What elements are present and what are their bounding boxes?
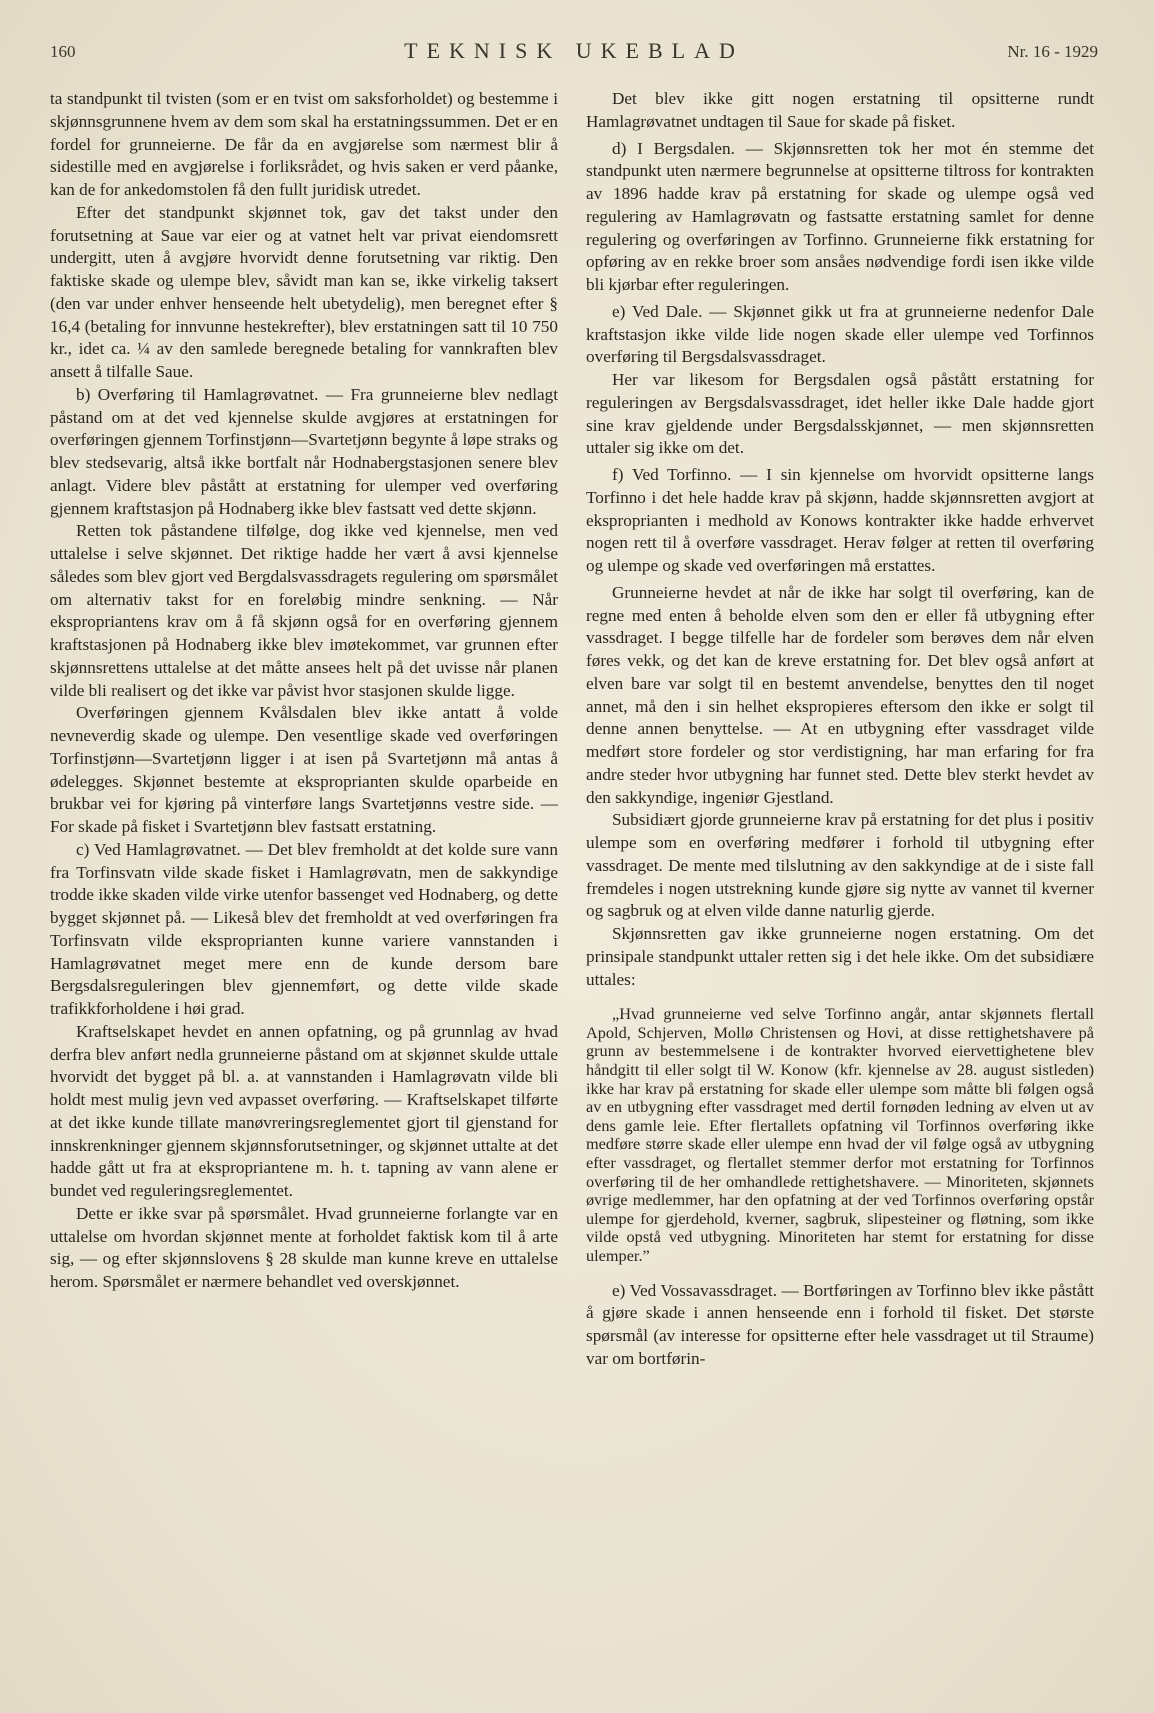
- paragraph: f) Ved Torfinno. — I sin kjennelse om hvorvidt opsitterne langs Torfinno i det hele hadde krav på skjønn, hadde skjønnsretten avgjort at eksproprianten i medhold av Konows kontrakter ikke hadde erhvervet nogen rett til å overføre vassdraget. Herav følger at retten til overføring og ulempe og skade ved overføringen må erstattes.: [586, 465, 1094, 575]
- paragraph: Overføringen gjennem Kvålsdalen blev ikke antatt å volde nevneverdig skade og ulempe. Den vesentlige skade ved overføringen Torfinstjønn—Svartetjønn ligger i at isen på Svartetjønn må antas å ødelegges. Skjønnet bestemte at eksproprianten skulde oparbeide en brukbar vei for kjøring på vinterføre langs Svartetjønns vestre side. — For skade på fisket i Svartetjønn blev fastsatt erstatning.: [50, 703, 558, 836]
- quote-text: „Hvad grunneierne ved selve Torfinno angår, antar skjønnets flertall Apold, Schjerven, Mollø Christensen og Hovi, at disse rettighetshavere på grunn av bestemmelsene i de kontrakter hvorved eiervettighetene blev håndgitt til eller solgt til W. Konow (kfr. kjennelse av 28. august sistleden) ikke har krav på erstatning for skade eller ulempe som måtte bli følgen også av en utbygning efter vassdraget med dertil fornøden ledning av elven ut av dens gamle leie. Efter flertallets opfatning vil Torfinnos overføring ikke medføre større skade eller ulempe enn hvad der vil følge også av utbygning efter vassdraget, og flertallet stemmer derfor mot erstatning for Torfinnos overføring til de her omhandlede rettighetshavere. — Minoriteten, skjønnets øvrige medlemmer, har den opfatning at der ved Torfinnos overføring opstår ulempe for gjerdehold, kverner, sagbruk, slipesteiner og fløtning, som ikke vilde opstå ved utbygning. Minoriteten har stemt for erstatning for disse ulemper.”: [586, 1004, 1094, 1265]
- paragraph: Det blev ikke gitt nogen erstatning til opsitterne rundt Hamlagrøvatnet undtagen til Saue for skade på fisket.: [586, 89, 1094, 131]
- paragraph: Retten tok påstandene tilfølge, dog ikke ved kjennelse, men ved uttalelse i selve skjønnet. Det riktige hadde her vært å avsi kjennelse således som blev gjort ved Bergdalsvassdragets regulering om spørsmålet om alternativ takst for en foreløbig mindre senkning. — Når ekspropriantens krav om å få skjønn også for en overføring gjennem kraftstasjonen på Hodnaberg ikke blev imøtekommet, var grunnen efter skjønnsrettens uttalelse at det måtte ansees helt på det uvisse når planen vilde bli realisert og det ikke var påvist hvor stasjonen skulde ligge.: [50, 521, 558, 700]
- paragraph: Subsidiært gjorde grunneierne krav på erstatning for det plus i positiv ulempe som en overføring medfører i forhold til utbygning efter vassdraget. De mente med tilslutning av den sakkyndige at de i siste fall fremdeles i nogen utstrekning kunde gjøre sig nytte av vannet til kverner og sagbruk og at elven vilde danne naturlig gjerde.: [586, 810, 1094, 921]
- paragraph: d) I Bergsdalen. — Skjønnsretten tok her mot én stemme det standpunkt uten nærmere begrunnelse at opsitterne tiltross for kontrakten av 1896 hadde krav på erstatning for skade og ulempe også ved regulering av Hamlagrøvatn og fastsatte erstatning samlet for denne regulering og overføringen av Torfinno. Grunneierne fikk erstatning for opføring av en rekke broer som ansåes nødvendige fordi isen ikke vilde bli kjørbar efter reguleringen.: [586, 138, 1094, 294]
- paragraph: Kraftselskapet hevdet en annen opfatning, og på grunnlag av hvad derfra blev anført nedla grunneierne påstand om at skjønnet skulde uttale hvorvidt det bygget på bl. a. at vannstanden i Hamlagrøvatn vilde bli holdt mest mulig jevn ved avpasset overføring. — Kraftselskapet tilførte at det ikke kunde tillate manøvreringsreglementet gjort til gjenstand for innskrenkninger gjennem skjønnsforutsetninger, og skjønnet uttalte at det hadde gått ut fra at ekspropriantene m. h. t. tapning av vann alene er bundet ved reguleringsreglementet.: [50, 1021, 558, 1200]
- paragraph: ta standpunkt til tvisten (som er en tvist om saksforholdet) og bestemme i skjønnsgrunnene hvem av dem som skal ha erstatningssummen. Det er en fordel for grunneierne. De får da en avgjørelse som nærmest blir å sidestille med en avgjørelse i forliksrådet, og hvis saken er verd påanke, kan de for ankedomstolen få den fullt juridisk utredet.: [50, 89, 558, 199]
- paragraph: Grunneierne hevdet at når de ikke har solgt til overføring, kan de regne med enten å beholde elven som den er eller få utbygning efter vassdraget. I begge tilfelle har de fordeler som berøves dem når elven føres vekk, og det kan de kreve erstatning for. Det blev også anført at elven bare var solgt til en bestemt anvendelse, benyttes den til noget annet, må den i sin helhet ekspropieres eftersom den ikke er solgt til denne annen benyttelse. — At en utbygning efter vassdraget vilde medført store fordeler og stor verdistigning, har man erfaring for fra andre steder hvor utbygning har funnet sted. Dette blev sterkt hevdet av den sakkyndige, ingeniør Gjestland.: [586, 582, 1094, 807]
- paragraph: Her var likesom for Bergsdalen også påstått erstatning for reguleringen av Bergsdalsvassdraget, idet heller ikke Dale hadde gjort sine krav gjeldende under Bergsdalsskjønnet, — men skjønnsretten uttaler sig ikke om det.: [586, 370, 1094, 458]
- paragraph: b) Overføring til Hamlagrøvatnet. — Fra grunneierne blev nedlagt påstand om at det ved kjennelse skulde avgjøres at erstatningen for overføringen gjennem Torfinstjønn—Svartetjønn begynte å løpe straks og blev stedsevarig, altså ikke bortfalt når Hodnabergstasjonen senere blev anlagt. Videre blev påstått at erstatning for ulemper ved overføring gjennem kraftstasjon på Hodnaberg ikke blev fastsatt ved dette skjønn.: [50, 384, 558, 518]
- paragraph: e) Ved Dale. — Skjønnet gikk ut fra at grunneierne nedenfor Dale kraftstasjon ikke vilde lide nogen skade eller ulempe ved Torfinnos overføring til Bergsdalsvassdraget.: [586, 301, 1094, 367]
- left-column: [50, 88, 558, 1294]
- paragraph: Efter det standpunkt skjønnet tok, gav det takst under den forutsetning at Saue var eier og at vatnet helt var privat eiendomsrett undergitt, uten å avgjøre hvorvidt denne forutsetning var riktig. Den faktiske skade og ulempe blev, såvidt man kan se, ikke virkelig taksert (den var under enhver henseende helt ubetydelig), men beregnet efter § 16,4 (betaling for innvunne hestekrefter), blev erstatningen satt til 10 750 kr., idet ca. ¼ av den samlede beregnede betaling for vannkraften blev ansett å tilfalle Saue.: [50, 202, 558, 381]
- paragraph: e) Ved Vossavassdraget. — Bortføringen av Torfinno blev ikke påstått å gjøre skade i annen henseende enn i forhold til fisket. Det største spørsmål (av interesse for opsitterne efter hele vassdraget ut til Straume) var om bortførin-: [586, 1280, 1094, 1368]
- page-header: [50, 38, 1098, 66]
- issue-label: Nr. 16 - 1929: [1007, 42, 1098, 61]
- page-number: 160: [50, 42, 76, 61]
- right-column: [586, 88, 1094, 1371]
- paragraph: Dette er ikke svar på spørsmålet. Hvad grunneierne forlangte var en uttalelse om hvordan skjønnet mente at forholdet faktisk kom til å arte sig, — og efter skjønnslovens § 28 skulde man kunne kreve en uttalelse herom. Spørsmålet er nærmere behandlet ved overskjønnet.: [50, 1203, 558, 1291]
- paragraph: Skjønnsretten gav ikke grunneierne nogen erstatning. Om det prinsipale standpunkt uttaler retten sig i det hele ikke. Om det subsidiære uttales:: [586, 924, 1094, 989]
- paragraph: c) Ved Hamlagrøvatnet. — Det blev fremholdt at det kolde sure vann fra Torfinsvatn vilde skade fisket i Hamlagrøvatn, men de sakkyndige trodde ikke skaden vilde virke utenfor bassenget ved Hodnaberg, og dette bygget skjønnet på. — Likeså blev det fremholdt at ved overføringen fra Torfinsvatn vilde eksproprianten kunne variere vannstanden i Hamlagrøvatnet meget mere enn de kunde dersom bare Bergsdalsreguleringen blev gjennemført, og dette vilde skade trafikkforholdene i høi grad.: [50, 839, 558, 1018]
- block-quote: [586, 1005, 1094, 1265]
- journal-title: TEKNISK UKEBLAD: [404, 38, 744, 63]
